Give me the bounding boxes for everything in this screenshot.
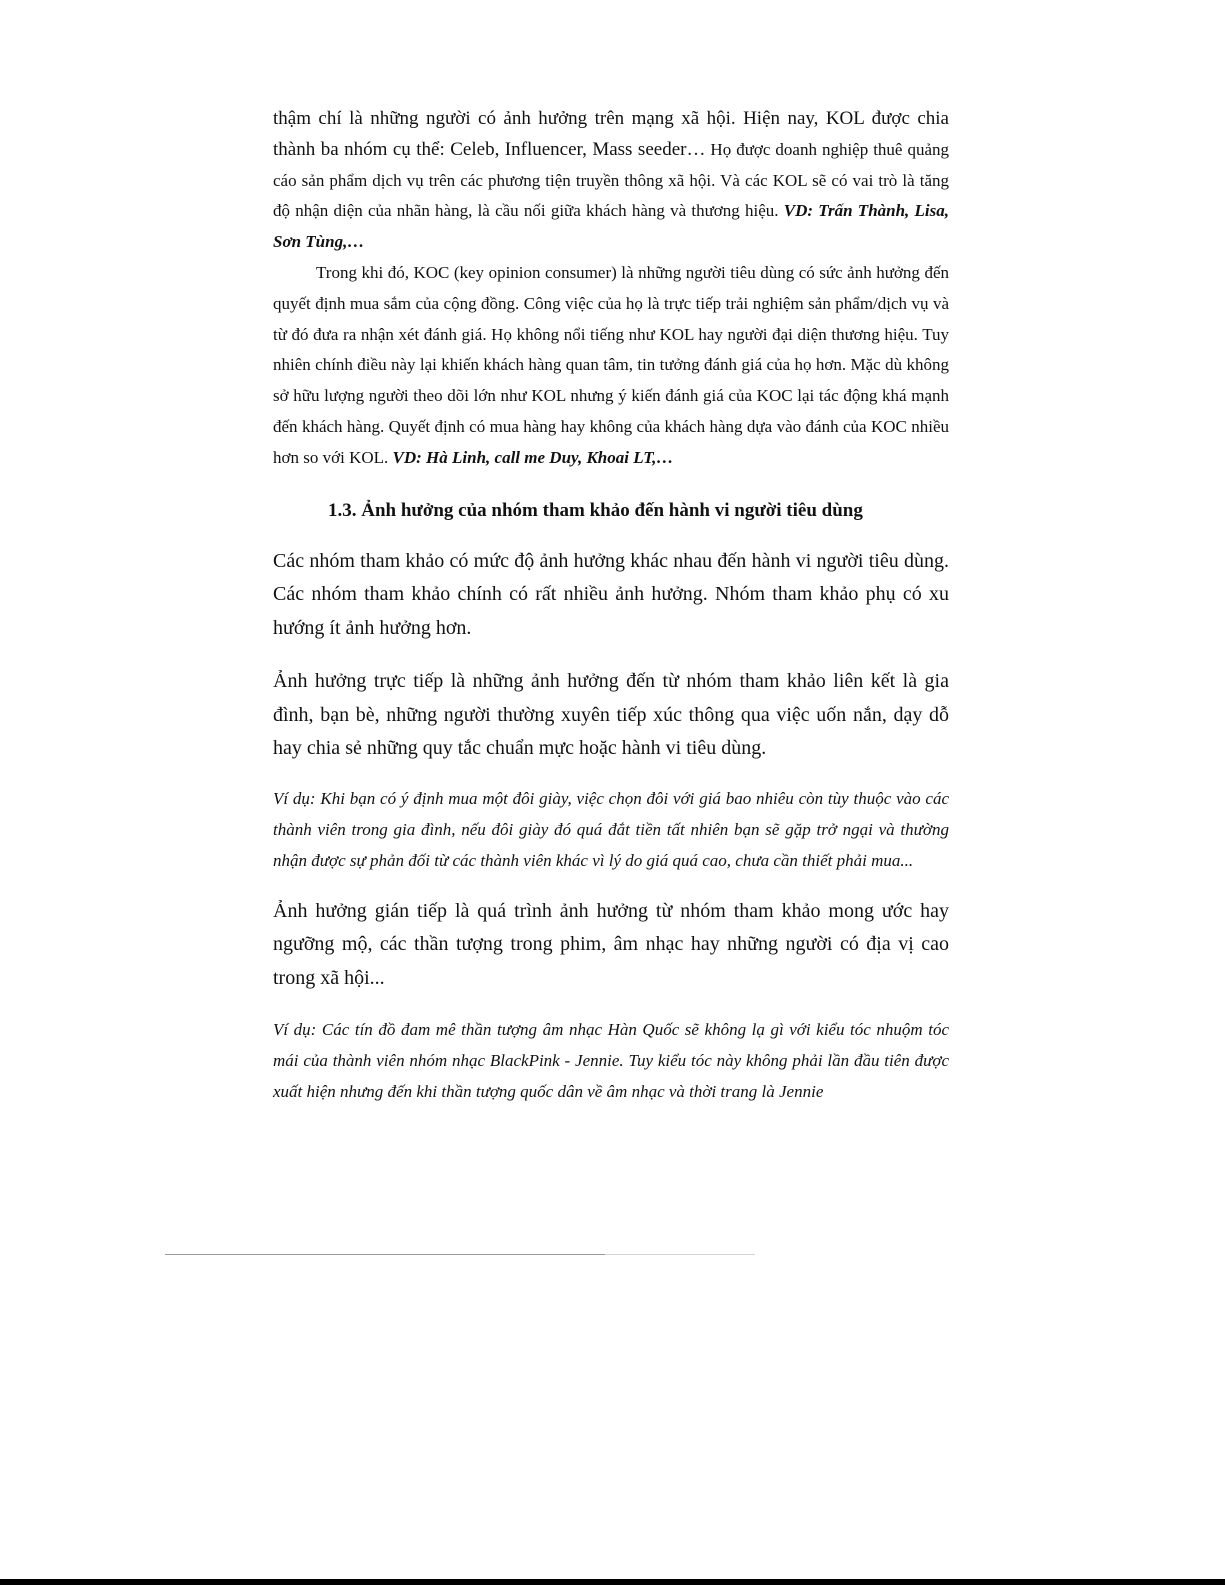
page-bottom-edge bbox=[0, 1579, 1225, 1585]
paragraph-kol-groups bbox=[273, 104, 949, 258]
paragraph-indirect-influence: Ảnh hưởng gián tiếp là quá trình ảnh hưởng từ nhóm tham khảo mong ước hay ngưỡng mộ, các thần tượng trong phim, âm nhạc hay những người có địa vị cao trong xã hội... bbox=[273, 899, 949, 989]
example-indirect-influence: Ví dụ: Các tín đồ đam mê thần tượng âm nhạc Hàn Quốc sẽ không lạ gì với kiểu tóc nhuộm tóc mái của thành viên nhóm nhạc BlackPink - Jennie. Tuy kiểu tóc này không phải lần đầu tiên được xuất hiện nhưng đến khi thần tượng quốc dân về âm nhạc và thời trang là Jennie bbox=[273, 1020, 949, 1102]
paragraph-reference-groups: Các nhóm tham khảo có mức độ ảnh hưởng khác nhau đến hành vi người tiêu dùng. Các nhóm tham khảo chính có rất nhiều ảnh hưởng. Nhóm tham khảo phụ có xu hướng ít ảnh hưởng hơn. bbox=[273, 549, 949, 639]
paragraph-koc-text: Trong khi đó, KOC (key opinion consumer) là những người tiêu dùng có sức ảnh hưởng đến quyết định mua sắm của cộng đồng. Công việc của họ là trực tiếp trải nghiệm sản phẩm/dịch vụ và từ đó đưa ra nhận xét đánh giá. Họ không nổi tiếng như KOL hay người đại diện thương hiệu. Tuy nhiên chính điều này lại khiến khách hàng quan tâm, tin tưởng đánh giá của họ hơn. Mặc dù không sở hữu lượng người theo dõi lớn như KOL nhưng ý kiến đánh giá của KOC lại tác động khá mạnh đến khách hàng. Quyết định có mua hàng hay không của khách hàng dựa vào đánh của KOC nhiều hơn so với KOL. bbox=[273, 262, 949, 467]
paragraph-direct-influence: Ảnh hưởng trực tiếp là những ảnh hưởng đến từ nhóm tham khảo liên kết là gia đình, bạn bè, những người thường xuyên tiếp xúc thông qua việc uốn nắn, dạy dỗ hay chia sẻ những quy tắc chuẩn mực hoặc hành vi tiêu dùng. bbox=[273, 670, 949, 760]
koc-example-text: VD: Hà Linh, call me Duy, Khoai LT,… bbox=[392, 447, 674, 467]
example-direct-influence: Ví dụ: Khi bạn có ý định mua một đôi giày, việc chọn đôi với giá bao nhiêu còn tùy thuộc vào các thành viên trong gia đình, nếu đôi giày đó quá đắt tiền tất nhiên bạn sẽ gặp trở ngại và thường nhận được sự phản đối từ các thành viên khác vì lý do giá quá cao, chưa cần thiết phải mua... bbox=[273, 788, 949, 870]
footer-divider bbox=[165, 1254, 605, 1255]
section-heading: 1.3. Ảnh hưởng của nhóm tham khảo đến hành vi người tiêu dùng bbox=[328, 499, 863, 521]
paragraph-koc bbox=[273, 258, 949, 474]
footer-divider-faint bbox=[605, 1254, 755, 1255]
page-body bbox=[273, 104, 949, 1107]
kol-example-text: VD: Trấn Thành, Lisa, Sơn Tùng,… bbox=[273, 201, 950, 252]
paragraph-kol-body-text: Họ được doanh nghiệp thuê quảng cáo sản phẩm dịch vụ trên các phương tiện truyền thông xã hội. Và các KOL sẽ có vai trò là tăng độ nhận diện của nhãn hàng, là cầu nối giữa khách hàng và thương hiệu. bbox=[273, 139, 949, 221]
paragraph-kol-intro-text: thậm chí là những người có ảnh hưởng trên mạng xã hội. Hiện nay, KOL được chia thành ba nhóm cụ thể: Celeb, Influencer, Mass seeder… bbox=[273, 108, 949, 160]
